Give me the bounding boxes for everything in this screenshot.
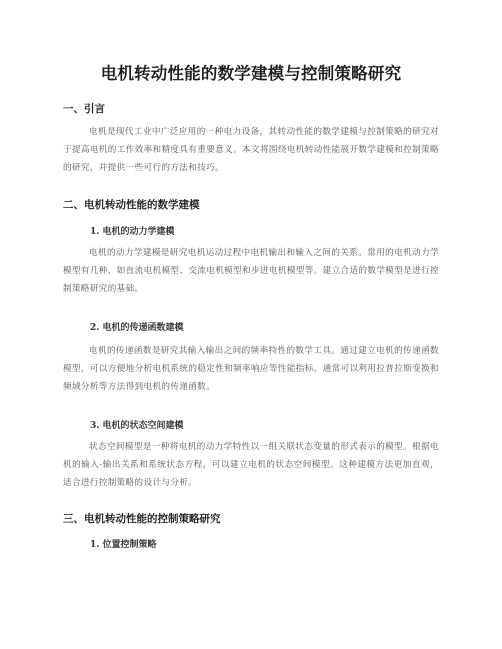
- subsection-heading-dynamics: 1. 电机的动力学建模: [90, 227, 175, 237]
- section-heading-modeling: 二、电机转动性能的数学建模: [63, 199, 200, 211]
- subsection-heading-state-space: 3. 电机的状态空间建模: [90, 421, 184, 431]
- introduction-paragraph: 电机是现代工业中广泛应用的一种电力设备，其转动性能的数学建模与控制策略的研究对于提高电机的工作效率和精度具有重要意义。本文将围绕电机转动性能展开数学建模和控制策略的研究，并提供一些可行的方法和技巧。: [63, 127, 439, 173]
- transfer-function-paragraph: 电机的传递函数是研究其输入输出之间的频率特性的数学工具。通过建立电机的传递函数模型，可以方便地分析电机系统的稳定性和频率响应等性能指标。通常可以利用拉普拉斯变换和频域分析等方法得到电机的传递函数。: [63, 346, 439, 392]
- section-heading-introduction: 一、引言: [63, 103, 105, 115]
- document-title: 电机转动性能的数学建模与控制策略研究: [100, 64, 402, 83]
- subsection-heading-position-control: 1. 位置控制策略: [90, 540, 157, 550]
- subsection-heading-transfer-function: 2. 电机的传递函数建模: [90, 323, 184, 333]
- state-space-paragraph: 状态空间模型是一种将电机的动力学特性以一组关联状态变量的形式表示的模型。根据电机的输入-输出关系和系统状态方程，可以建立电机的状态空间模型。这种建模方法更加直观，适合进行控制策略的设计与分析。: [63, 442, 439, 488]
- dynamics-paragraph: 电机的动力学建模是研究电机运动过程中电机输出和输入之间的关系。常用的电机动力学模型有几种，如直流电机模型、交流电机模型和步进电机模型等。建立合适的数学模型是进行控制策略研究的基础。: [63, 248, 439, 294]
- section-heading-control-strategy: 三、电机转动性能的控制策略研究: [63, 513, 221, 525]
